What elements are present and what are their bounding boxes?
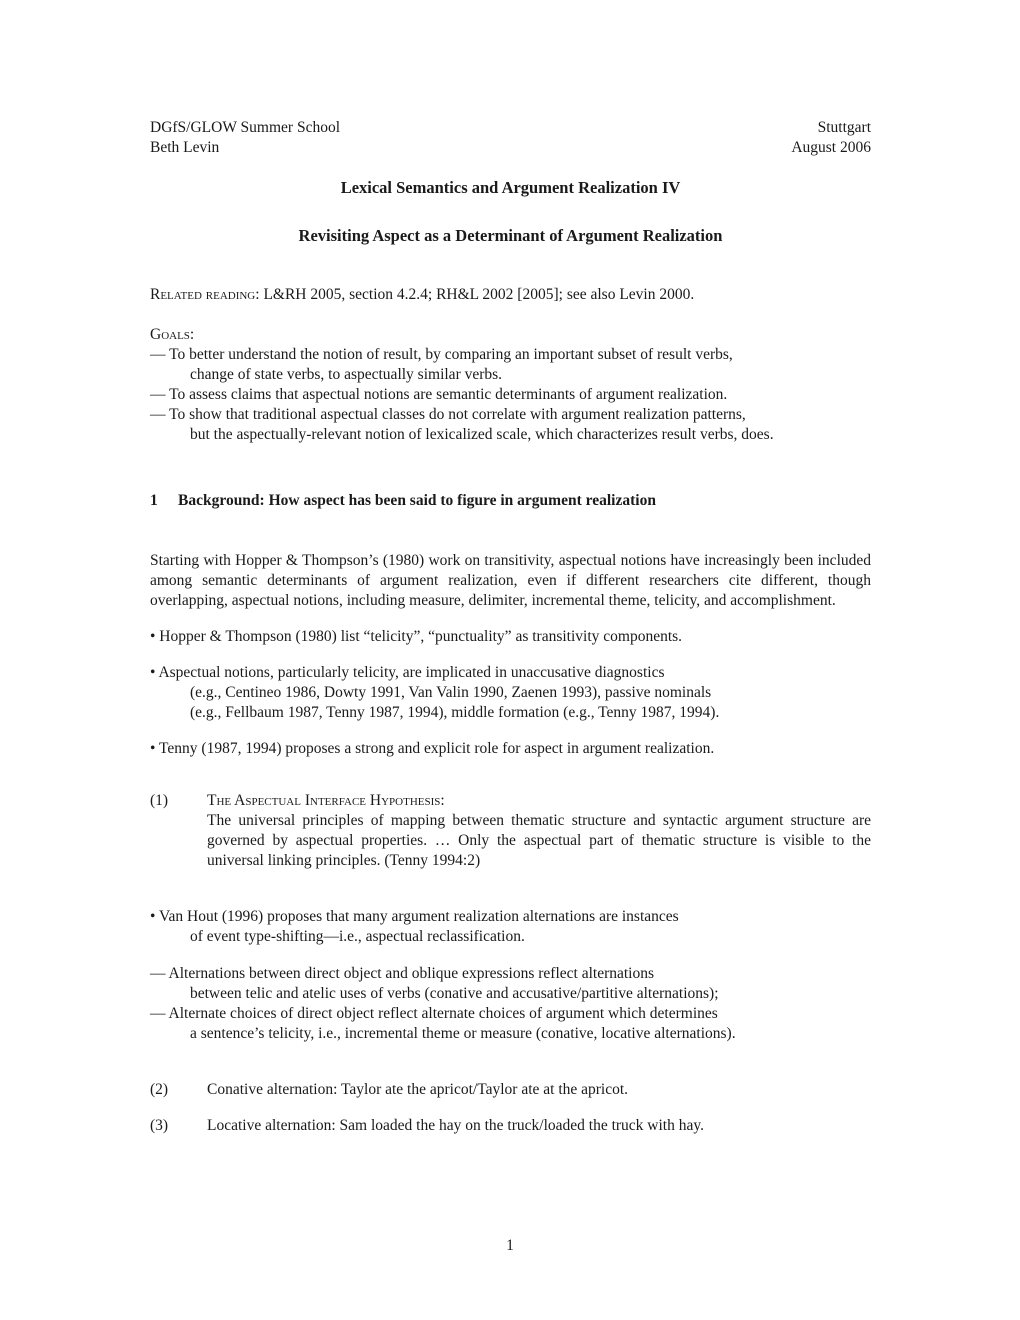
- header-school: DGfS/GLOW Summer School: [150, 119, 341, 136]
- goal-item-1-cont: change of state verbs, to aspectually similar verbs.: [190, 366, 503, 383]
- bullet-aspectual-line3: (e.g., Fellbaum 1987, Tenny 1987, 1994), middle formation (e.g., Tenny 1987, 1994).: [190, 704, 720, 721]
- example-3-number: (3): [150, 1117, 169, 1134]
- goal-item-1: — To better understand the notion of result, by comparing an important subset of result verbs,: [150, 346, 733, 363]
- header-location: Stuttgart: [817, 119, 871, 136]
- bullet-aspectual-line1: • Aspectual notions, particularly telicity, are implicated in unaccusative diagnostics: [150, 664, 665, 681]
- related-reading: [150, 285, 871, 305]
- goals-section: [150, 325, 871, 445]
- alternation-item-1-cont: between telic and atelic uses of verbs (conative and accusative/partitive alternations);: [190, 985, 719, 1002]
- bullet-van-hout: [150, 907, 871, 947]
- header-author: Beth Levin: [150, 139, 220, 156]
- related-reading-text: L&RH 2005, section 4.2.4; RH&L 2002 [2005]; see also Levin 2000.: [259, 286, 695, 303]
- section-heading: [150, 491, 871, 511]
- example-3: [150, 1116, 871, 1136]
- bullet-hopper-thompson: • Hopper & Thompson (1980) list “telicity”, “punctuality” as transitivity components.: [150, 628, 683, 645]
- goals-label: Goals:: [150, 326, 195, 343]
- bullet-aspectual-notions: [150, 663, 871, 723]
- goal-item-2: — To assess claims that aspectual notions are semantic determinants of argument realization.: [150, 386, 728, 403]
- related-reading-label: Related reading:: [150, 286, 260, 303]
- section-title: Background: How aspect has been said to figure in argument realization: [178, 492, 656, 509]
- alternation-item-2-cont: a sentence’s telicity, i.e., incremental theme or measure (conative, locative alternations).: [190, 1025, 736, 1042]
- goal-item-3: — To show that traditional aspectual classes do not correlate with argument realization patterns,: [150, 406, 746, 423]
- section-number: 1: [150, 492, 158, 509]
- intro-paragraph: Starting with Hopper & Thompson’s (1980) work on transitivity, aspectual notions have increasingly been included among semantic determinants of argument realization, even if different researchers cite different, though overlapping, aspectual notions, including measure, delimiter, incremental theme, telicity, and accomplishment.: [150, 552, 871, 609]
- page-number: 1: [506, 1237, 514, 1254]
- example-1-label: The Aspectual Interface Hypothesis:: [207, 792, 445, 809]
- example-3-text: Locative alternation: Sam loaded the hay on the truck/loaded the truck with hay.: [207, 1117, 704, 1134]
- bullet-tenny: • Tenny (1987, 1994) proposes a strong and explicit role for aspect in argument realization.: [150, 740, 715, 757]
- document-subtitle: Revisiting Aspect as a Determinant of Argument Realization: [298, 226, 723, 245]
- header-row-2: [150, 138, 871, 158]
- example-2: [150, 1080, 871, 1100]
- example-1-number: (1): [150, 792, 169, 809]
- example-2-number: (2): [150, 1081, 169, 1098]
- bullet-van-hout-line1: • Van Hout (1996) proposes that many argument realization alternations are instances: [150, 908, 679, 925]
- example-1-body: The universal principles of mapping between thematic structure and syntactic argument structure are governed by aspectual properties. … Only the aspectual part of thematic structure is visible to the universal linking principles. (Tenny 1994:2): [207, 812, 871, 869]
- header-row-1: [150, 118, 871, 138]
- example-2-text: Conative alternation: Taylor ate the apricot/Taylor ate at the apricot.: [207, 1081, 629, 1098]
- goal-item-3-cont: but the aspectually-relevant notion of lexicalized scale, which characterizes result verbs, does.: [190, 426, 774, 443]
- example-1: [150, 791, 871, 871]
- header-date: August 2006: [791, 139, 871, 156]
- alternation-list: [150, 964, 871, 1044]
- bullet-van-hout-line2: of event type-shifting—i.e., aspectual reclassification.: [190, 928, 525, 945]
- bullet-aspectual-line2: (e.g., Centineo 1986, Dowty 1991, Van Valin 1990, Zaenen 1993), passive nominals: [190, 684, 712, 701]
- document-title: Lexical Semantics and Argument Realization IV: [340, 178, 681, 197]
- alternation-item-2: — Alternate choices of direct object reflect alternate choices of argument which determines: [150, 1005, 718, 1022]
- alternation-item-1: — Alternations between direct object and oblique expressions reflect alternations: [150, 965, 655, 982]
- page-body: [150, 118, 871, 1136]
